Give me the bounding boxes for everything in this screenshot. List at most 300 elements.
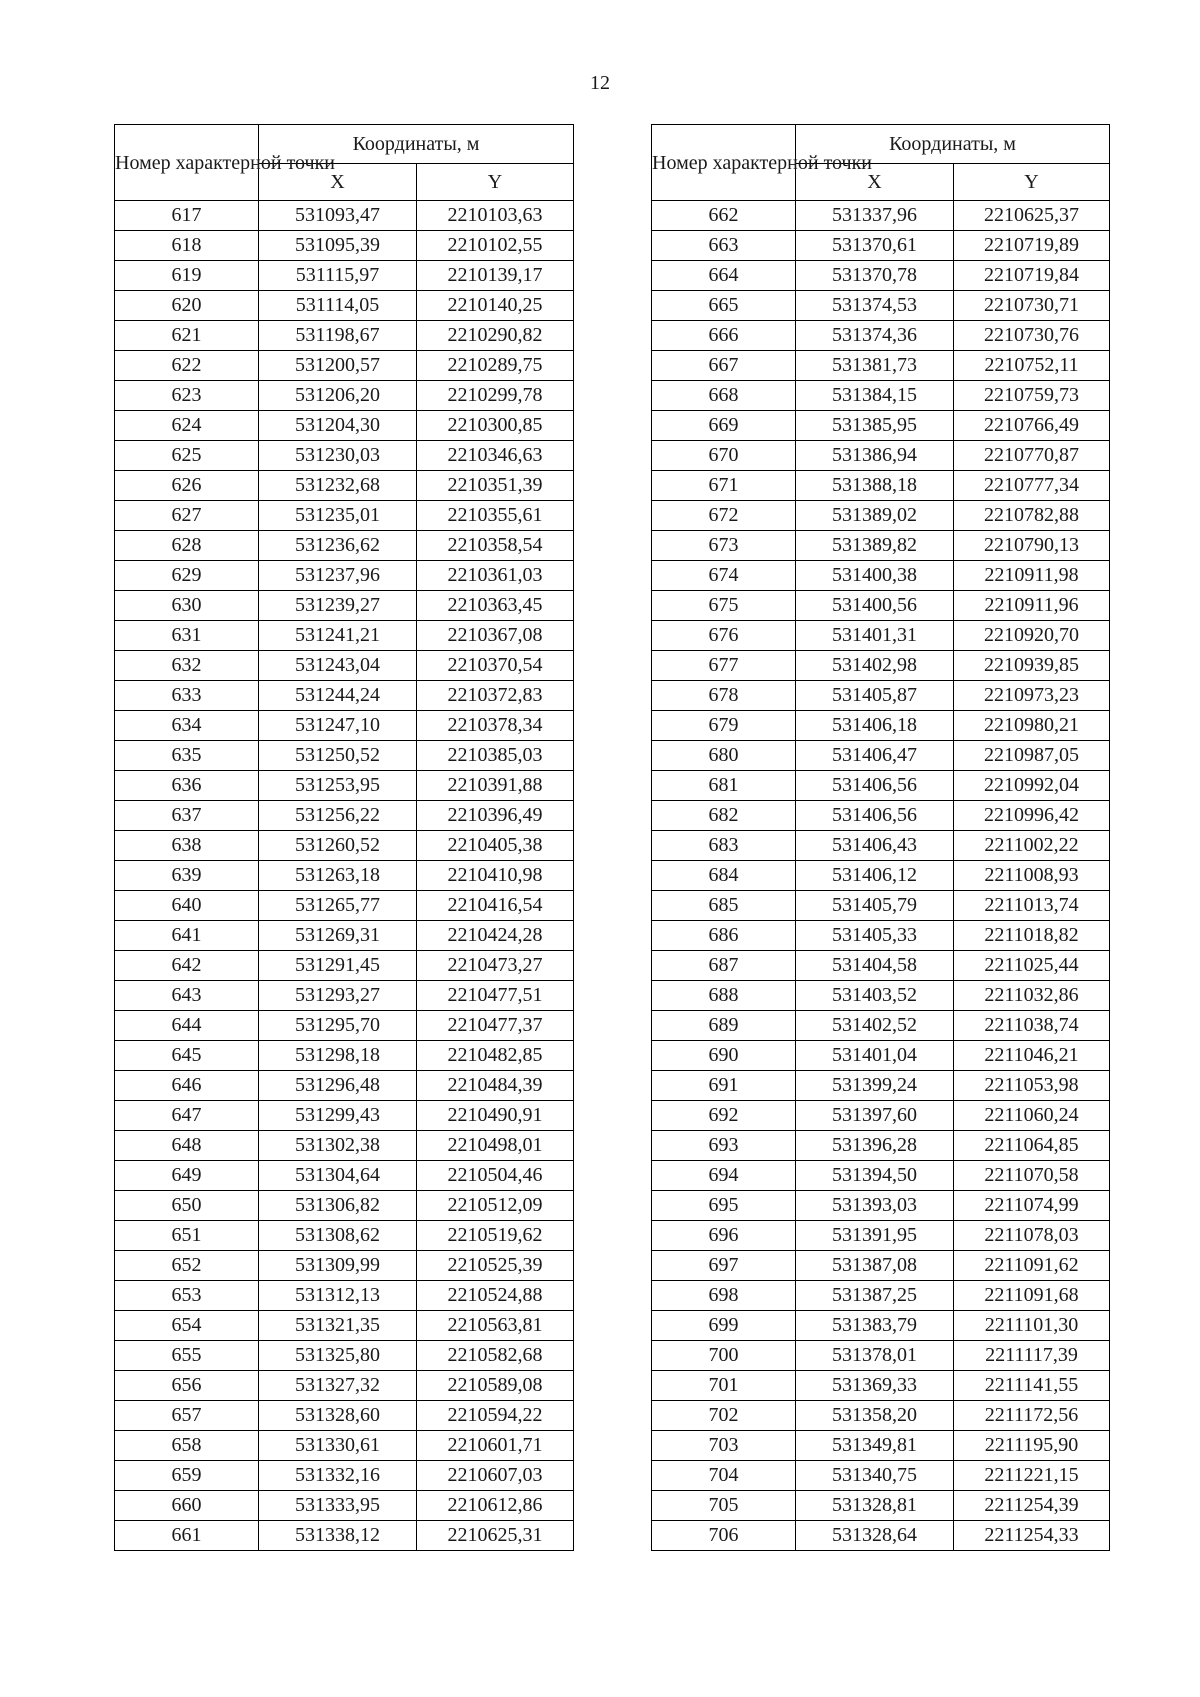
x-coordinate-cell: 531243,04 bbox=[259, 651, 417, 681]
y-coordinate-cell: 2211221,15 bbox=[954, 1461, 1110, 1491]
table-row bbox=[652, 1221, 1110, 1251]
x-coordinate-cell: 531381,73 bbox=[796, 351, 954, 381]
point-number-cell: 644 bbox=[115, 1011, 259, 1041]
y-coordinate-cell: 2211070,58 bbox=[954, 1161, 1110, 1191]
table-row bbox=[652, 891, 1110, 921]
x-coordinate-cell: 531378,01 bbox=[796, 1341, 954, 1371]
x-coordinate-cell: 531389,02 bbox=[796, 501, 954, 531]
y-coordinate-cell: 2210980,21 bbox=[954, 711, 1110, 741]
point-number-cell: 681 bbox=[652, 771, 796, 801]
x-coordinate-cell: 531402,52 bbox=[796, 1011, 954, 1041]
x-coordinate-cell: 531232,68 bbox=[259, 471, 417, 501]
x-coordinate-cell: 531309,99 bbox=[259, 1251, 417, 1281]
coordinates-table-left bbox=[114, 124, 574, 1551]
table-row bbox=[115, 321, 574, 351]
y-coordinate-cell: 2210625,37 bbox=[954, 201, 1110, 231]
x-coordinate-cell: 531304,64 bbox=[259, 1161, 417, 1191]
point-number-cell: 629 bbox=[115, 561, 259, 591]
x-coordinate-cell: 531296,48 bbox=[259, 1071, 417, 1101]
x-coordinate-cell: 531374,53 bbox=[796, 291, 954, 321]
table-row bbox=[652, 351, 1110, 381]
y-coordinate-cell: 2210759,73 bbox=[954, 381, 1110, 411]
x-coordinate-cell: 531298,18 bbox=[259, 1041, 417, 1071]
point-number-cell: 703 bbox=[652, 1431, 796, 1461]
point-number-cell: 660 bbox=[115, 1491, 259, 1521]
x-coordinate-cell: 531405,79 bbox=[796, 891, 954, 921]
point-number-cell: 705 bbox=[652, 1491, 796, 1521]
table-row bbox=[115, 651, 574, 681]
x-coordinate-cell: 531230,03 bbox=[259, 441, 417, 471]
table-row bbox=[115, 441, 574, 471]
point-number-cell: 668 bbox=[652, 381, 796, 411]
y-coordinate-cell: 2210719,89 bbox=[954, 231, 1110, 261]
point-number-cell: 665 bbox=[652, 291, 796, 321]
y-coordinate-cell: 2211091,62 bbox=[954, 1251, 1110, 1281]
point-number-cell: 702 bbox=[652, 1401, 796, 1431]
point-number-cell: 653 bbox=[115, 1281, 259, 1311]
x-coordinate-cell: 531269,31 bbox=[259, 921, 417, 951]
table-row bbox=[115, 471, 574, 501]
x-coordinate-cell: 531393,03 bbox=[796, 1191, 954, 1221]
table-row bbox=[115, 381, 574, 411]
y-coordinate-cell: 2210391,88 bbox=[417, 771, 574, 801]
table-row bbox=[652, 771, 1110, 801]
y-coordinate-cell: 2210482,85 bbox=[417, 1041, 574, 1071]
y-coordinate-cell: 2210920,70 bbox=[954, 621, 1110, 651]
x-coordinate-cell: 531400,38 bbox=[796, 561, 954, 591]
table-row bbox=[115, 621, 574, 651]
x-coordinate-cell: 531401,31 bbox=[796, 621, 954, 651]
y-coordinate-cell: 2210766,49 bbox=[954, 411, 1110, 441]
x-coordinate-cell: 531237,96 bbox=[259, 561, 417, 591]
point-number-cell: 650 bbox=[115, 1191, 259, 1221]
point-number-cell: 693 bbox=[652, 1131, 796, 1161]
table-body bbox=[115, 201, 574, 1551]
table-row bbox=[115, 801, 574, 831]
x-coordinate-cell: 531263,18 bbox=[259, 861, 417, 891]
x-coordinate-cell: 531114,05 bbox=[259, 291, 417, 321]
y-coordinate-cell: 2210612,86 bbox=[417, 1491, 574, 1521]
point-number-cell: 649 bbox=[115, 1161, 259, 1191]
y-coordinate-cell: 2211254,39 bbox=[954, 1491, 1110, 1521]
point-number-cell: 682 bbox=[652, 801, 796, 831]
y-coordinate-cell: 2211018,82 bbox=[954, 921, 1110, 951]
y-coordinate-cell: 2210351,39 bbox=[417, 471, 574, 501]
table-row bbox=[652, 1191, 1110, 1221]
x-coordinate-cell: 531388,18 bbox=[796, 471, 954, 501]
point-number-cell: 697 bbox=[652, 1251, 796, 1281]
point-number-cell: 689 bbox=[652, 1011, 796, 1041]
point-number-cell: 648 bbox=[115, 1131, 259, 1161]
table-row bbox=[115, 1071, 574, 1101]
point-number-cell: 680 bbox=[652, 741, 796, 771]
table-row bbox=[115, 681, 574, 711]
table-row bbox=[115, 561, 574, 591]
table-row bbox=[652, 1371, 1110, 1401]
point-number-cell: 643 bbox=[115, 981, 259, 1011]
y-coordinate-cell: 2210378,34 bbox=[417, 711, 574, 741]
x-coordinate-cell: 531338,12 bbox=[259, 1521, 417, 1551]
point-number-cell: 626 bbox=[115, 471, 259, 501]
point-number-cell: 621 bbox=[115, 321, 259, 351]
y-coordinate-cell: 2210424,28 bbox=[417, 921, 574, 951]
x-coordinate-cell: 531253,95 bbox=[259, 771, 417, 801]
x-coordinate-cell: 531312,13 bbox=[259, 1281, 417, 1311]
point-number-cell: 618 bbox=[115, 231, 259, 261]
x-coordinate-cell: 531321,35 bbox=[259, 1311, 417, 1341]
point-number-cell: 651 bbox=[115, 1221, 259, 1251]
table-row bbox=[115, 891, 574, 921]
y-coordinate-cell: 2210103,63 bbox=[417, 201, 574, 231]
point-number-cell: 630 bbox=[115, 591, 259, 621]
table-row bbox=[652, 1341, 1110, 1371]
y-coordinate-cell: 2210594,22 bbox=[417, 1401, 574, 1431]
y-coordinate-cell: 2210525,39 bbox=[417, 1251, 574, 1281]
x-header: X bbox=[259, 164, 417, 201]
x-coordinate-cell: 531302,38 bbox=[259, 1131, 417, 1161]
table-row bbox=[652, 1521, 1110, 1551]
y-header: Y bbox=[954, 164, 1110, 201]
x-coordinate-cell: 531370,78 bbox=[796, 261, 954, 291]
table-row bbox=[652, 1041, 1110, 1071]
point-number-cell: 635 bbox=[115, 741, 259, 771]
y-coordinate-cell: 2211053,98 bbox=[954, 1071, 1110, 1101]
point-number-cell: 642 bbox=[115, 951, 259, 981]
y-coordinate-cell: 2211172,56 bbox=[954, 1401, 1110, 1431]
y-coordinate-cell: 2211141,55 bbox=[954, 1371, 1110, 1401]
y-coordinate-cell: 2211101,30 bbox=[954, 1311, 1110, 1341]
x-coordinate-cell: 531370,61 bbox=[796, 231, 954, 261]
y-coordinate-cell: 2210563,81 bbox=[417, 1311, 574, 1341]
point-number-cell: 640 bbox=[115, 891, 259, 921]
point-number-cell: 696 bbox=[652, 1221, 796, 1251]
point-number-cell: 691 bbox=[652, 1071, 796, 1101]
table-row bbox=[115, 411, 574, 441]
y-coordinate-cell: 2211078,03 bbox=[954, 1221, 1110, 1251]
point-number-cell: 690 bbox=[652, 1041, 796, 1071]
table-row bbox=[115, 291, 574, 321]
table-row bbox=[115, 261, 574, 291]
table-row bbox=[115, 1461, 574, 1491]
x-coordinate-cell: 531404,58 bbox=[796, 951, 954, 981]
x-coordinate-cell: 531244,24 bbox=[259, 681, 417, 711]
x-coordinate-cell: 531328,81 bbox=[796, 1491, 954, 1521]
y-coordinate-cell: 2210504,46 bbox=[417, 1161, 574, 1191]
y-coordinate-cell: 2210987,05 bbox=[954, 741, 1110, 771]
table-row bbox=[652, 291, 1110, 321]
x-coordinate-cell: 531406,47 bbox=[796, 741, 954, 771]
point-number-cell: 695 bbox=[652, 1191, 796, 1221]
x-coordinate-cell: 531406,18 bbox=[796, 711, 954, 741]
point-number-cell: 637 bbox=[115, 801, 259, 831]
y-coordinate-cell: 2210410,98 bbox=[417, 861, 574, 891]
point-number-cell: 669 bbox=[652, 411, 796, 441]
point-number-cell: 692 bbox=[652, 1101, 796, 1131]
y-coordinate-cell: 2210719,84 bbox=[954, 261, 1110, 291]
y-coordinate-cell: 2210290,82 bbox=[417, 321, 574, 351]
point-number-cell: 699 bbox=[652, 1311, 796, 1341]
table-row bbox=[115, 981, 574, 1011]
x-coordinate-cell: 531387,25 bbox=[796, 1281, 954, 1311]
y-coordinate-cell: 2210790,13 bbox=[954, 531, 1110, 561]
table-row bbox=[115, 861, 574, 891]
table-row bbox=[652, 501, 1110, 531]
y-coordinate-cell: 2210396,49 bbox=[417, 801, 574, 831]
table-row bbox=[652, 1281, 1110, 1311]
y-coordinate-cell: 2211195,90 bbox=[954, 1431, 1110, 1461]
x-coordinate-cell: 531235,01 bbox=[259, 501, 417, 531]
table-row bbox=[652, 1491, 1110, 1521]
table-row bbox=[115, 1011, 574, 1041]
x-coordinate-cell: 531405,87 bbox=[796, 681, 954, 711]
point-number-cell: 623 bbox=[115, 381, 259, 411]
coordinates-header: Координаты, м bbox=[796, 125, 1110, 164]
x-coordinate-cell: 531327,32 bbox=[259, 1371, 417, 1401]
point-number-cell: 672 bbox=[652, 501, 796, 531]
y-coordinate-cell: 2210519,62 bbox=[417, 1221, 574, 1251]
table-row bbox=[115, 531, 574, 561]
point-number-cell: 634 bbox=[115, 711, 259, 741]
y-coordinate-cell: 2210140,25 bbox=[417, 291, 574, 321]
point-number-cell: 688 bbox=[652, 981, 796, 1011]
y-coordinate-cell: 2211060,24 bbox=[954, 1101, 1110, 1131]
y-coordinate-cell: 2211025,44 bbox=[954, 951, 1110, 981]
table-body bbox=[652, 201, 1110, 1551]
x-coordinate-cell: 531206,20 bbox=[259, 381, 417, 411]
table-row bbox=[115, 1341, 574, 1371]
x-coordinate-cell: 531337,96 bbox=[796, 201, 954, 231]
table-row bbox=[115, 1101, 574, 1131]
point-number-cell: 617 bbox=[115, 201, 259, 231]
point-number-cell: 671 bbox=[652, 471, 796, 501]
y-coordinate-cell: 2210992,04 bbox=[954, 771, 1110, 801]
point-number-cell: 645 bbox=[115, 1041, 259, 1071]
table-row bbox=[652, 861, 1110, 891]
table-row bbox=[652, 801, 1110, 831]
x-coordinate-cell: 531332,16 bbox=[259, 1461, 417, 1491]
table-row bbox=[652, 831, 1110, 861]
point-number-cell: 674 bbox=[652, 561, 796, 591]
x-coordinate-cell: 531328,60 bbox=[259, 1401, 417, 1431]
y-coordinate-cell: 2211254,33 bbox=[954, 1521, 1110, 1551]
x-coordinate-cell: 531306,82 bbox=[259, 1191, 417, 1221]
point-number-cell: 675 bbox=[652, 591, 796, 621]
table-row bbox=[115, 201, 574, 231]
table-row bbox=[652, 381, 1110, 411]
y-coordinate-cell: 2210361,03 bbox=[417, 561, 574, 591]
table-row bbox=[115, 921, 574, 951]
point-number-cell: 676 bbox=[652, 621, 796, 651]
y-coordinate-cell: 2210582,68 bbox=[417, 1341, 574, 1371]
y-coordinate-cell: 2210355,61 bbox=[417, 501, 574, 531]
y-coordinate-cell: 2211046,21 bbox=[954, 1041, 1110, 1071]
point-number-cell: 677 bbox=[652, 651, 796, 681]
x-coordinate-cell: 531250,52 bbox=[259, 741, 417, 771]
table-row bbox=[652, 711, 1110, 741]
point-number-cell: 652 bbox=[115, 1251, 259, 1281]
table-row bbox=[652, 1251, 1110, 1281]
table-row bbox=[652, 651, 1110, 681]
table-row bbox=[652, 1101, 1110, 1131]
x-coordinate-cell: 531204,30 bbox=[259, 411, 417, 441]
point-number-cell: 706 bbox=[652, 1521, 796, 1551]
y-coordinate-cell: 2210770,87 bbox=[954, 441, 1110, 471]
x-coordinate-cell: 531260,52 bbox=[259, 831, 417, 861]
point-number-cell: 646 bbox=[115, 1071, 259, 1101]
table-row bbox=[115, 1521, 574, 1551]
table-row bbox=[652, 411, 1110, 441]
table-row bbox=[115, 1041, 574, 1071]
y-coordinate-cell: 2210777,34 bbox=[954, 471, 1110, 501]
x-coordinate-cell: 531256,22 bbox=[259, 801, 417, 831]
y-coordinate-cell: 2210498,01 bbox=[417, 1131, 574, 1161]
x-header: X bbox=[796, 164, 954, 201]
x-coordinate-cell: 531396,28 bbox=[796, 1131, 954, 1161]
x-coordinate-cell: 531383,79 bbox=[796, 1311, 954, 1341]
y-coordinate-cell: 2210939,85 bbox=[954, 651, 1110, 681]
x-coordinate-cell: 531299,43 bbox=[259, 1101, 417, 1131]
point-number-cell: 633 bbox=[115, 681, 259, 711]
table-row bbox=[115, 501, 574, 531]
y-coordinate-cell: 2210911,98 bbox=[954, 561, 1110, 591]
x-coordinate-cell: 531247,10 bbox=[259, 711, 417, 741]
table-row bbox=[115, 1131, 574, 1161]
x-coordinate-cell: 531328,64 bbox=[796, 1521, 954, 1551]
x-coordinate-cell: 531406,12 bbox=[796, 861, 954, 891]
point-number-cell: 628 bbox=[115, 531, 259, 561]
y-coordinate-cell: 2210416,54 bbox=[417, 891, 574, 921]
table-row bbox=[652, 921, 1110, 951]
point-number-cell: 678 bbox=[652, 681, 796, 711]
y-coordinate-cell: 2210139,17 bbox=[417, 261, 574, 291]
point-number-cell: 632 bbox=[115, 651, 259, 681]
x-coordinate-cell: 531391,95 bbox=[796, 1221, 954, 1251]
y-coordinate-cell: 2210911,96 bbox=[954, 591, 1110, 621]
table-row bbox=[115, 591, 574, 621]
y-coordinate-cell: 2211008,93 bbox=[954, 861, 1110, 891]
point-number-cell: 638 bbox=[115, 831, 259, 861]
table-row bbox=[652, 951, 1110, 981]
y-coordinate-cell: 2210370,54 bbox=[417, 651, 574, 681]
table-row bbox=[115, 1281, 574, 1311]
x-coordinate-cell: 531241,21 bbox=[259, 621, 417, 651]
point-number-cell: 684 bbox=[652, 861, 796, 891]
table-row bbox=[652, 1071, 1110, 1101]
table-row bbox=[115, 1251, 574, 1281]
point-number-cell: 657 bbox=[115, 1401, 259, 1431]
table-row bbox=[652, 981, 1110, 1011]
table-row bbox=[115, 711, 574, 741]
table-row bbox=[652, 561, 1110, 591]
y-coordinate-cell: 2210346,63 bbox=[417, 441, 574, 471]
x-coordinate-cell: 531349,81 bbox=[796, 1431, 954, 1461]
point-number-cell: 631 bbox=[115, 621, 259, 651]
y-coordinate-cell: 2210589,08 bbox=[417, 1371, 574, 1401]
table-row bbox=[115, 1191, 574, 1221]
table-row bbox=[652, 1011, 1110, 1041]
point-number-cell: 698 bbox=[652, 1281, 796, 1311]
table-row bbox=[652, 621, 1110, 651]
point-number-cell: 661 bbox=[115, 1521, 259, 1551]
table-row bbox=[115, 1161, 574, 1191]
x-coordinate-cell: 531330,61 bbox=[259, 1431, 417, 1461]
x-coordinate-cell: 531384,15 bbox=[796, 381, 954, 411]
y-coordinate-cell: 2210405,38 bbox=[417, 831, 574, 861]
y-coordinate-cell: 2210730,76 bbox=[954, 321, 1110, 351]
point-number-cell: 701 bbox=[652, 1371, 796, 1401]
table-row bbox=[652, 1311, 1110, 1341]
y-coordinate-cell: 2210484,39 bbox=[417, 1071, 574, 1101]
point-number-cell: 670 bbox=[652, 441, 796, 471]
point-number-cell: 639 bbox=[115, 861, 259, 891]
point-number-cell: 673 bbox=[652, 531, 796, 561]
y-coordinate-cell: 2211002,22 bbox=[954, 831, 1110, 861]
y-coordinate-cell: 2210524,88 bbox=[417, 1281, 574, 1311]
x-coordinate-cell: 531389,82 bbox=[796, 531, 954, 561]
table-row bbox=[652, 231, 1110, 261]
y-coordinate-cell: 2211091,68 bbox=[954, 1281, 1110, 1311]
point-number-cell: 679 bbox=[652, 711, 796, 741]
y-coordinate-cell: 2211064,85 bbox=[954, 1131, 1110, 1161]
x-coordinate-cell: 531340,75 bbox=[796, 1461, 954, 1491]
y-coordinate-cell: 2210607,03 bbox=[417, 1461, 574, 1491]
y-coordinate-cell: 2210996,42 bbox=[954, 801, 1110, 831]
y-coordinate-cell: 2210300,85 bbox=[417, 411, 574, 441]
y-coordinate-cell: 2210512,09 bbox=[417, 1191, 574, 1221]
point-number-cell: 627 bbox=[115, 501, 259, 531]
point-number-cell: 687 bbox=[652, 951, 796, 981]
y-header: Y bbox=[417, 164, 574, 201]
x-coordinate-cell: 531406,56 bbox=[796, 801, 954, 831]
point-number-cell: 625 bbox=[115, 441, 259, 471]
table-row bbox=[115, 351, 574, 381]
point-number-cell: 654 bbox=[115, 1311, 259, 1341]
y-coordinate-cell: 2210385,03 bbox=[417, 741, 574, 771]
x-coordinate-cell: 531293,27 bbox=[259, 981, 417, 1011]
x-coordinate-cell: 531200,57 bbox=[259, 351, 417, 381]
point-number-cell: 656 bbox=[115, 1371, 259, 1401]
point-number-cell: 704 bbox=[652, 1461, 796, 1491]
y-coordinate-cell: 2211074,99 bbox=[954, 1191, 1110, 1221]
table-row bbox=[115, 231, 574, 261]
y-coordinate-cell: 2210372,83 bbox=[417, 681, 574, 711]
y-coordinate-cell: 2210625,31 bbox=[417, 1521, 574, 1551]
x-coordinate-cell: 531236,62 bbox=[259, 531, 417, 561]
table-row bbox=[115, 951, 574, 981]
x-coordinate-cell: 531198,67 bbox=[259, 321, 417, 351]
y-coordinate-cell: 2211013,74 bbox=[954, 891, 1110, 921]
point-number-cell: 622 bbox=[115, 351, 259, 381]
table-row bbox=[652, 741, 1110, 771]
table-row bbox=[652, 1431, 1110, 1461]
x-coordinate-cell: 531093,47 bbox=[259, 201, 417, 231]
table-row bbox=[652, 531, 1110, 561]
table-row bbox=[115, 771, 574, 801]
y-coordinate-cell: 2210730,71 bbox=[954, 291, 1110, 321]
point-number-cell: 659 bbox=[115, 1461, 259, 1491]
x-coordinate-cell: 531406,43 bbox=[796, 831, 954, 861]
table-row bbox=[652, 1401, 1110, 1431]
x-coordinate-cell: 531295,70 bbox=[259, 1011, 417, 1041]
y-coordinate-cell: 2210490,91 bbox=[417, 1101, 574, 1131]
x-coordinate-cell: 531115,97 bbox=[259, 261, 417, 291]
x-coordinate-cell: 531386,94 bbox=[796, 441, 954, 471]
y-coordinate-cell: 2210367,08 bbox=[417, 621, 574, 651]
point-number-cell: 641 bbox=[115, 921, 259, 951]
table-row bbox=[115, 1431, 574, 1461]
table-row bbox=[652, 591, 1110, 621]
y-coordinate-cell: 2210289,75 bbox=[417, 351, 574, 381]
